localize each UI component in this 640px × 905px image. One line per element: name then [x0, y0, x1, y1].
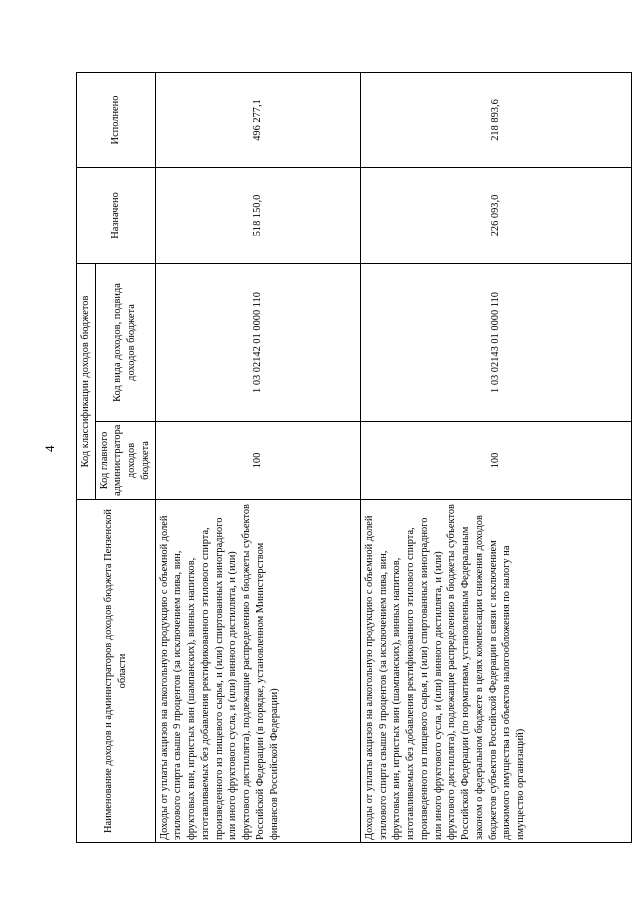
row-planned: 518 150,0: [155, 168, 360, 264]
header-classification: Код классификации доходов бюджетов: [77, 264, 96, 500]
row-planned: 226 093,0: [360, 168, 631, 264]
row-admin-code: 100: [360, 422, 631, 500]
rotated-page-content: [76, 73, 632, 843]
header-admin-code: Код главного администратора доходов бюджета: [95, 422, 155, 500]
row-executed: 218 893,6: [360, 73, 631, 168]
page-number: 4: [42, 445, 57, 452]
row-executed: 496 277,1: [155, 73, 360, 168]
income-table: [76, 72, 632, 843]
header-planned: Назначено: [77, 168, 156, 264]
row-name: Доходы от уплаты акцизов на алкогольную продукцию с объемной долей этилового спирта свыше 9 процентов (за исключением пива, вин, фруктовых вин, игристых вин (шампанских), винных напитков, изготавливаемых без добавления ректификованного этилового спирта, произведенного из пищевого сырья, и (или) спиртованных виноградного или иного фруктового сусла, и (или) винного дистиллята, и (или) фруктового дистиллята), подлежащие распределению в бюджеты субъектов Российской Федерации (в порядке, установленном Министерством финансов Российской Федерации): [155, 500, 360, 843]
row-admin-code: 100: [155, 422, 360, 500]
header-executed: Исполнено: [77, 73, 156, 168]
row-income-code: 1 03 02143 01 0000 110: [360, 264, 631, 422]
table-row: [360, 73, 631, 843]
row-name: Доходы от уплаты акцизов на алкогольную продукцию с объемной долей этилового спирта свыше 9 процентов (за исключением пива, вин, фруктовых вин, игристых вин (шампанских), винных напитков, изготавливаемых без добавления ректификованного этилового спирта, произведенного из пищевого сырья, и (или) спиртованных виноградного или иного фруктового сусла, и (или) винного дистиллята, и (или) фруктового дистиллята), подлежащие распределению в бюджеты субъектов Российской Федерации (по нормативам, установленным Федеральным законом о федеральном бюджете в целях компенсации снижения доходов бюджетов субъектов Российской Федерации в связи с исключением движимого имущества из объектов налогообложения по налогу на имущество организаций): [360, 500, 631, 843]
table-row: [155, 73, 360, 843]
header-income-code: Код вида доходов, подвида доходов бюджета: [95, 264, 155, 422]
row-income-code: 1 03 02142 01 0000 110: [155, 264, 360, 422]
header-name: Наименование доходов и администраторов доходов бюджета Пензенской области: [77, 500, 156, 843]
